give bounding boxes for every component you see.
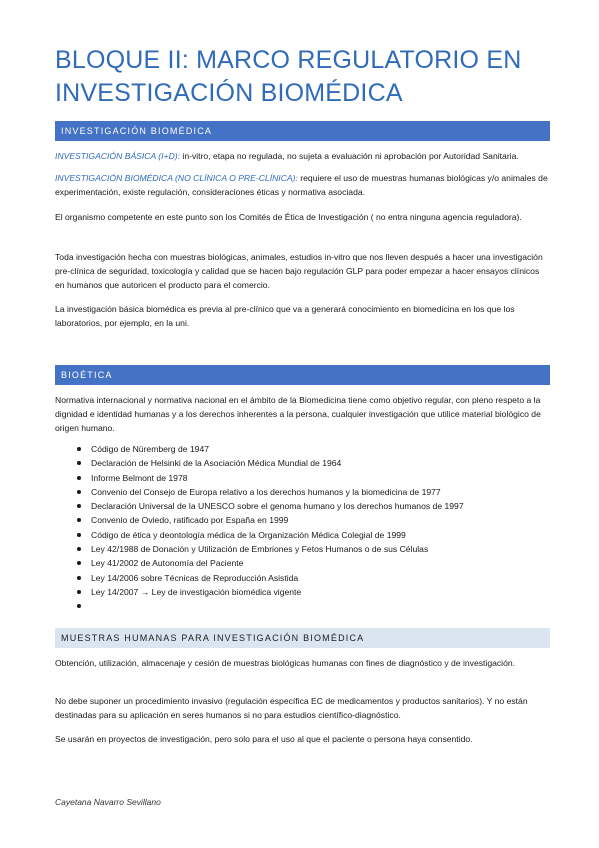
bullet-icon xyxy=(77,547,81,551)
bullet-icon xyxy=(77,561,81,565)
paragraph-obtencion: Obtención, utilización, almacenaje y cesión de muestras biológicas humanas con fines de diagnóstico y de investigación. xyxy=(55,658,516,668)
footer-author: Cayetana Navarro Sevillano xyxy=(55,797,161,807)
list-item: Ley 14/2007 → Ley de investigación biomédica vigente xyxy=(55,585,550,599)
bullet-icon xyxy=(77,518,81,522)
definition-text: in-vitro, etapa no regulada, no sujeta a evaluación ni aprobación por Autoridad Sanitaria. xyxy=(180,151,519,161)
paragraph-uso-consentido: Se usarán en proyectos de investigación, pero solo para el uso al que el paciente o persona haya consentido. xyxy=(55,734,473,744)
list-item: Código de ética y deontología médica de la Organización Médica Colegial de 1999 xyxy=(55,528,550,542)
section-heading-investigacion-biomedica: INVESTIGACIÓN BIOMÉDICA xyxy=(55,121,550,141)
list-item: Declaración Universal de la UNESCO sobre el genoma humano y los derechos humanos de 1997 xyxy=(55,499,550,513)
page-title: BLOQUE II: MARCO REGULATORIO EN INVESTIGACIÓN BIOMÉDICA xyxy=(55,46,522,107)
paragraph-procedimiento: No debe suponer un procedimiento invasivo (regulación específica EC de medicamentos y productos sanitarios). Y no están destinadas para su aplicación en seres humanos si no para estudios científico-diagnóstico. xyxy=(55,696,528,720)
list-item: Ley 14/2006 sobre Técnicas de Reproducción Asistida xyxy=(55,571,550,585)
regulation-list xyxy=(55,442,550,614)
list-item: Declaración de Helsinki de la Asociación Médica Mundial de 1964 xyxy=(55,456,550,470)
paragraph-normativa: Normativa internacional y normativa nacional en el ámbito de la Biomedicina tiene como objetivo regular, con pleno respeto a la dignidad e identidad humanas y a los derechos inherentes a la persona, cualquier investigación que utilice material biológico de origen humano. xyxy=(55,395,541,433)
list-item xyxy=(55,599,550,613)
paragraph-investigacion-biomedica xyxy=(55,171,550,199)
list-item: Ley 42/1988 de Donación y Utilización de Embriones y Fetos Humanos o de sus Células xyxy=(55,542,550,556)
paragraph-organismo-competente: El organismo competente en este punto son los Comités de Ética de Investigación ( no entra ninguna agencia reguladora). xyxy=(55,212,522,222)
term-investigacion-basica: INVESTIGACIÓN BÁSICA (I+D): xyxy=(55,151,181,161)
bullet-icon xyxy=(77,604,81,608)
paragraph-muestras-biologicas: Toda investigación hecha con muestras biológicas, animales, estudios in-vitro que nos lleven después a hacer una investigación pre-clínica de seguridad, toxicología y calidad que se hacen bajo regulación GLP para poder empezar a hacer ensayos clínicos en humanos que autoricen el producto para el comercio. xyxy=(55,252,543,290)
term-investigacion-biomedica: INVESTIGACIÓN BIOMÉDICA (NO CLÍNICA O PRE-CLÍNICA): xyxy=(55,173,298,183)
bullet-icon xyxy=(77,504,81,508)
list-item: Ley 41/2002 de Autonomía del Paciente xyxy=(55,556,550,570)
section-heading-muestras-humanas: MUESTRAS HUMANAS PARA INVESTIGACIÓN BIOMÉDICA xyxy=(55,628,550,648)
list-item: Convenio del Consejo de Europa relativo a los derechos humanos y la biomedicina de 1977 xyxy=(55,485,550,499)
paragraph-investigacion-basica-previa: La investigación básica biomédica es previa al pre-clínico que va a generará conocimiento en biomedicina en los que los laboratorios, por ejemplo, en la uni. xyxy=(55,304,515,328)
paragraph-investigacion-basica xyxy=(55,149,550,163)
bullet-icon xyxy=(77,576,81,580)
list-item: Código de Nüremberg de 1947 xyxy=(55,442,550,456)
definition-text: requiere el uso de muestras humanas biológicas y/o animales de experimentación, existe regulación, consideraciones éticas y normativa asociada. xyxy=(55,173,548,197)
list-item: Convenio de Oviedo, ratificado por España en 1999 xyxy=(55,513,550,527)
section-heading-bioetica: BIOÉTICA xyxy=(55,365,550,385)
bullet-icon xyxy=(77,533,81,537)
bullet-icon xyxy=(77,590,81,594)
bullet-icon xyxy=(77,447,81,451)
bullet-icon xyxy=(77,461,81,465)
bullet-icon xyxy=(77,476,81,480)
list-item: Informe Belmont de 1978 xyxy=(55,471,550,485)
bullet-icon xyxy=(77,490,81,494)
